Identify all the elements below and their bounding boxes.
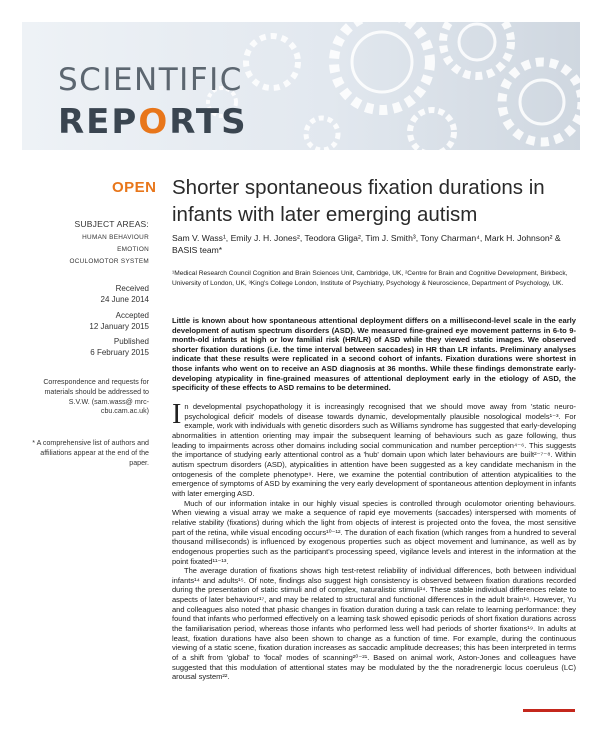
accepted-label: Accepted: [115, 310, 149, 320]
received-date: 24 June 2014: [100, 295, 149, 305]
abstract: Little is known about how spontaneous attentional deployment differs on a millisecond-level scale in the early development of autism spectrum disorders (ASD). We measured fine-grained eye movement patterns in 6-to 9-month-old infants at high or low familial risk (HR/LR) of ASD while they viewed static images. We observed shorter fixation durations (i.e. the time interval between saccades) in HR than LR infants. Preliminary analyses indicate that these results were replicated in a second cohort of infants. Fixation durations were shortest in those infants who went on to receive an ASD diagnosis at 36 months. While these findings demonstrate early-developing atypicality in fine-grained measures of attentional deployment early in the etiology of ASD, the specificity of these effects to ASD remains to be determined.: [172, 316, 576, 393]
correspondence-note: Correspondence and requests for materials should be addressed to S.V.W. (sam.wass@ mrc-cbu.cam.ac.uk): [43, 378, 149, 416]
journal-banner: [22, 22, 580, 150]
article-title: Shorter spontaneous fixation durations in infants with later emerging autism: [172, 176, 545, 226]
footer-rule: [523, 709, 575, 712]
accepted-date: 12 January 2015: [89, 321, 149, 331]
body-paragraph: The average duration of fixations shows high test-retest reliability of individual differences, both between individual infants¹⁴ and adults¹⁵. Of note, findings also suggest high consistency is observed between fixation durations recorded during the presentation of static stimuli and of complex, naturalistic stimuli¹⁴. These stable individual differences relate to aspects of later behaviour¹⁷, and may be related to structural and functional differences in the adult brain¹⁸. However, Yu and colleagues also noted that phasic changes in fixation duration during a task can relate to learning performance: they found that infants who performed effectively on a learning task showed episodic periods of short fixation durations across the familiarisation period, whereas those infants who performed less well had periods of shorter fixations¹⁹. In adults at least, fixation durations have also been shown to change as a function of time. For example, during the continuous viewing of a static scene, fixation duration increases as saccadic amplitude decreases; this has been interpreted in terms of a shift from 'global' to 'focal' modes of scanning²⁰⁻²¹. Based on animal work, Aston-Jones and colleagues have suggested that this modulation of attentional states may be modulated by the the noradrenergic locus coeruleus (LC) arousal system²².: [172, 566, 576, 682]
journal-logo-line2: REPORTS: [58, 102, 248, 142]
subject-areas-heading: SUBJECT AREAS:: [74, 219, 149, 229]
journal-logo-line1: SCIENTIFIC: [58, 62, 243, 98]
author-list: Sam V. Wass¹, Emily J. H. Jones², Teodora Gliga², Tim J. Smith³, Tony Charman⁴, Mark H. Johnson² & BASIS team*: [172, 233, 561, 255]
authors-footnote: * A comprehensive list of authors and affiliations appear at the end of the paper.: [32, 439, 149, 467]
subject-areas-list: [30, 232, 149, 268]
article-body: [172, 399, 576, 682]
body-paragraph: Much of our information intake in our highly visual species is controlled through oculomotor orienting behaviours. When viewing a visual array we make a sequence of rapid eye movements (saccades) interspersed with moments of relative stability (fixations) during which the light from objects of interest is projected onto the fovea, the most sensitive part of the retina, while visual encoding occurs¹⁰⁻¹². The duration of each fixation (which ranges from a hundred to several thousand milliseconds) is influenced by exogenous properties such as object movement and luminance, as well as by endogenous properties such as the participant's processing speed, vigilance levels and interest in the information at the point fixated¹¹⁻¹³.: [172, 498, 576, 566]
affiliations: ¹Medical Research Council Cognition and Brain Sciences Unit, Cambridge, UK, ²Centre for Brain and Cognitive Development, Birkbeck, University of London, UK, ³King's College London, Institute of Psychiatry, Psychology & Neuroscience, Department of Psychology, UK.: [172, 270, 568, 287]
received-label: Received: [115, 284, 149, 293]
body-paragraph: In developmental psychopathology it is increasingly recognised that we should move away from 'static neuro-psychological deficit' models of disease towards dynamic, developmentally plausible nosological models¹⁻³. For example, work with individuals with genetic disorders such as Williams syndrome has suggested that early-developing abnormalities in attention orienting may impair the subsequent learning of behaviours such as gaze following, thus leading to impairments across other domains including social communication and number perception⁴⁻⁶. This suggests the importance of studying early attentional control as a 'hub' domain upon which later behaviours are built²⁻⁷⁻⁸. Within autism spectrum disorders (ASD), atypicalities in attention have been suggested as a key candidate mechanism in the ontogenesis of the complete phenotype⁹. Here, we examine the potential contribution of attention atypicalities to the emergence of symptoms of ASD by examining the very early development of spontaneous attention deployment in infants with later emerging ASD.: [172, 399, 576, 498]
subject-area-link[interactable]: HUMAN BEHAVIOUR: [82, 234, 149, 241]
published-label: Published: [113, 337, 149, 347]
drop-cap: I: [172, 399, 182, 430]
subject-area-link[interactable]: EMOTION: [117, 246, 149, 253]
publication-dates: [30, 283, 149, 359]
published-date: 6 February 2015: [90, 348, 149, 358]
open-access-label: OPEN: [112, 179, 157, 196]
subject-area-link[interactable]: OCULOMOTOR SYSTEM: [69, 258, 149, 265]
